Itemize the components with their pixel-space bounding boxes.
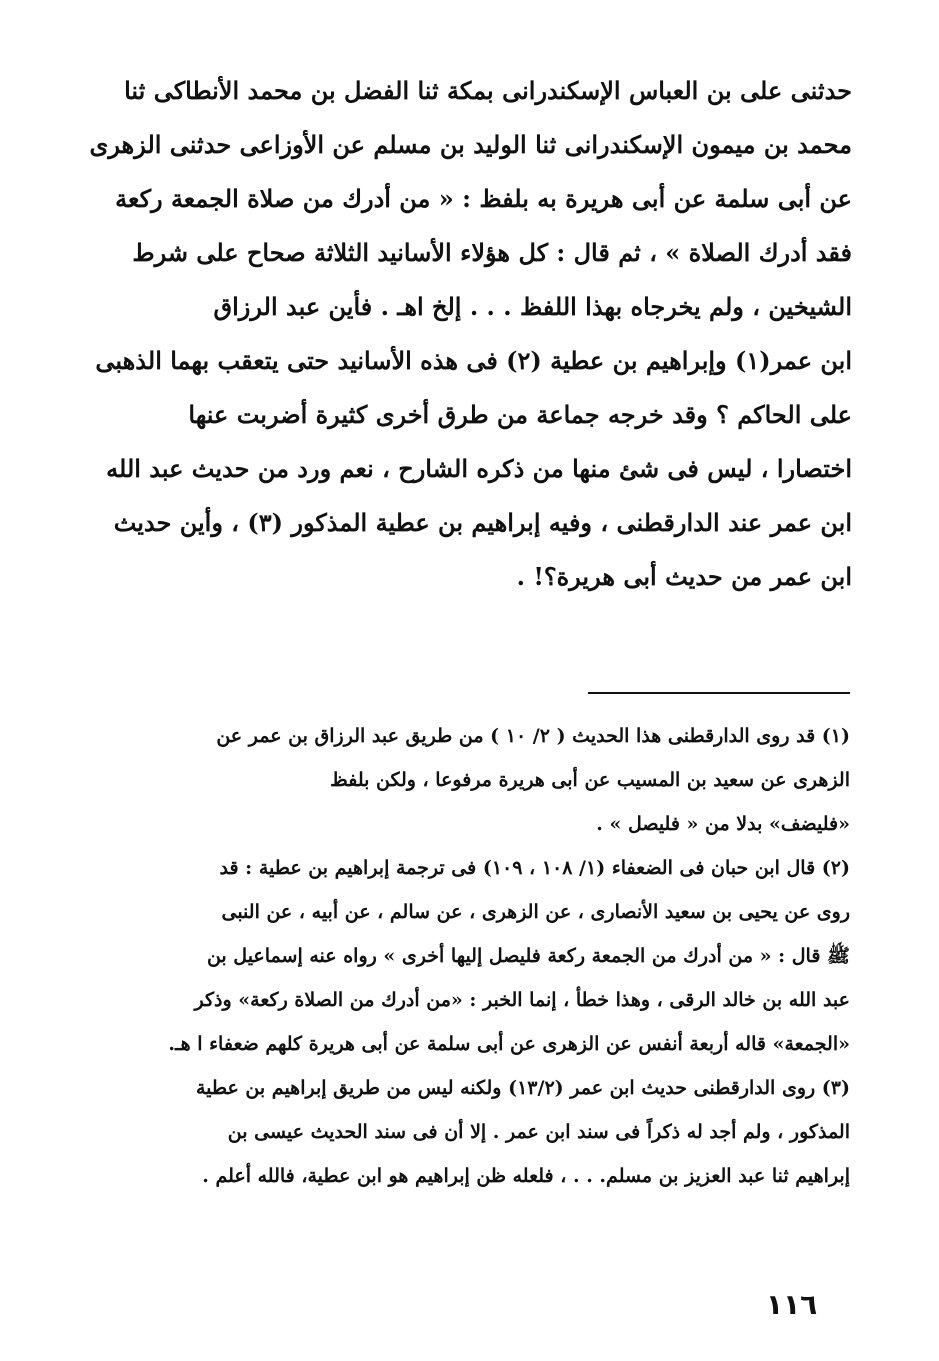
main-text-block [89, 64, 852, 604]
footnotes-block [140, 714, 850, 1198]
footnote-line-8: «الجمعة» قاله أربعة أنفس عن الزهرى عن أبى سلمة عن أبى هريرة كلهم ضعفاء ا هـ. [168, 1033, 850, 1055]
footnote-line-4: (٢) قال ابن حبان فى الضعفاء (١/ ١٠٨ ، ١٠٩) فى ترجمة إبراهيم بن عطية : قد [219, 857, 850, 879]
footnote-line-3: «فليضف» بدلا من « فليصل » . [596, 813, 850, 835]
footnote-line-10: المذكور ، ولم أجد له ذكراً فى سند ابن عمر . إلا أن فى سند الحديث عيسى بن [227, 1121, 850, 1143]
footnote-line-9: (٣) روى الدارقطنى حديث ابن عمر (١٣/٢) ولكنه ليس من طريق إبراهيم بن عطية [195, 1077, 850, 1099]
footnote-line-11: إبراهيم ثنا عبد العزيز بن مسلم. . . ، فلعله ظن إبراهيم هو ابن عطية، فالله أعلم . [202, 1165, 850, 1187]
main-text-line-2: محمد بن ميمون الإسكندرانى ثنا الوليد بن مسلم عن الأوزاعى حدثنى الزهرى [89, 130, 852, 159]
main-text-line-10: ابن عمر من حديث أبى هريرة؟! . [516, 562, 852, 591]
main-text-line-6: ابن عمر(١) وإبراهيم بن عطية (٢) فى هذه الأسانيد حتى يتعقب بهما الذهبى [95, 346, 852, 375]
footnote-line-6: ﷺ قال : « من أدرك من الجمعة ركعة فليصل إليها أخرى » رواه عنه إسماعيل بن [206, 945, 850, 967]
footnote-line-2: الزهرى عن سعيد بن المسيب عن أبى هريرة مرفوعا ، ولكن بلفظ [330, 769, 850, 791]
main-text-line-7: على الحاكم ؟ وقد خرجه جماعة من طرق أخرى كثيرة أضربت عنها [188, 400, 852, 429]
footnote-line-1: (١) قد روى الدارقطنى هذا الحديث ( ٢/ ١٠ ) من طريق عبد الرزاق بن عمر عن [216, 725, 850, 747]
main-text-line-9: ابن عمر عند الدارقطنى ، وفيه إبراهيم بن عطية المذكور (٣) ، وأين حديث [113, 508, 852, 537]
footnote-line-5: روى عن يحيى بن سعيد الأنصارى ، عن الزهرى ، عن سالم ، عن أبيه ، عن النبى [221, 901, 850, 923]
footnote-separator [588, 692, 850, 694]
main-text-line-8: اختصارا ، ليس فى شئ منها من ذكره الشارح ، نعم ورد من حديث عبد الله [106, 454, 852, 483]
main-text-line-3: عن أبى سلمة عن أبى هريرة به بلفظ : « من أدرك من صلاة الجمعة ركعة [115, 184, 852, 213]
page-number: ١١٦ [766, 1288, 818, 1321]
main-text-line-4: فقد أدرك الصلاة » ، ثم قال : كل هؤلاء الأسانيد الثلاثة صحاح على شرط [132, 238, 852, 267]
footnote-line-7: عبد الله بن خالد الرقى ، وهذا خطأ ، إنما الخبر : «من أدرك من الصلاة ركعة» وذكر [194, 989, 850, 1011]
main-text-line-5: الشيخين ، ولم يخرجاه بهذا اللفظ . . . إلخ اهـ . فأين عبد الرزاق [213, 292, 852, 321]
main-text-line-1: حدثنى على بن العباس الإسكندرانى بمكة ثنا الفضل بن محمد الأنطاكى ثنا [124, 76, 852, 105]
